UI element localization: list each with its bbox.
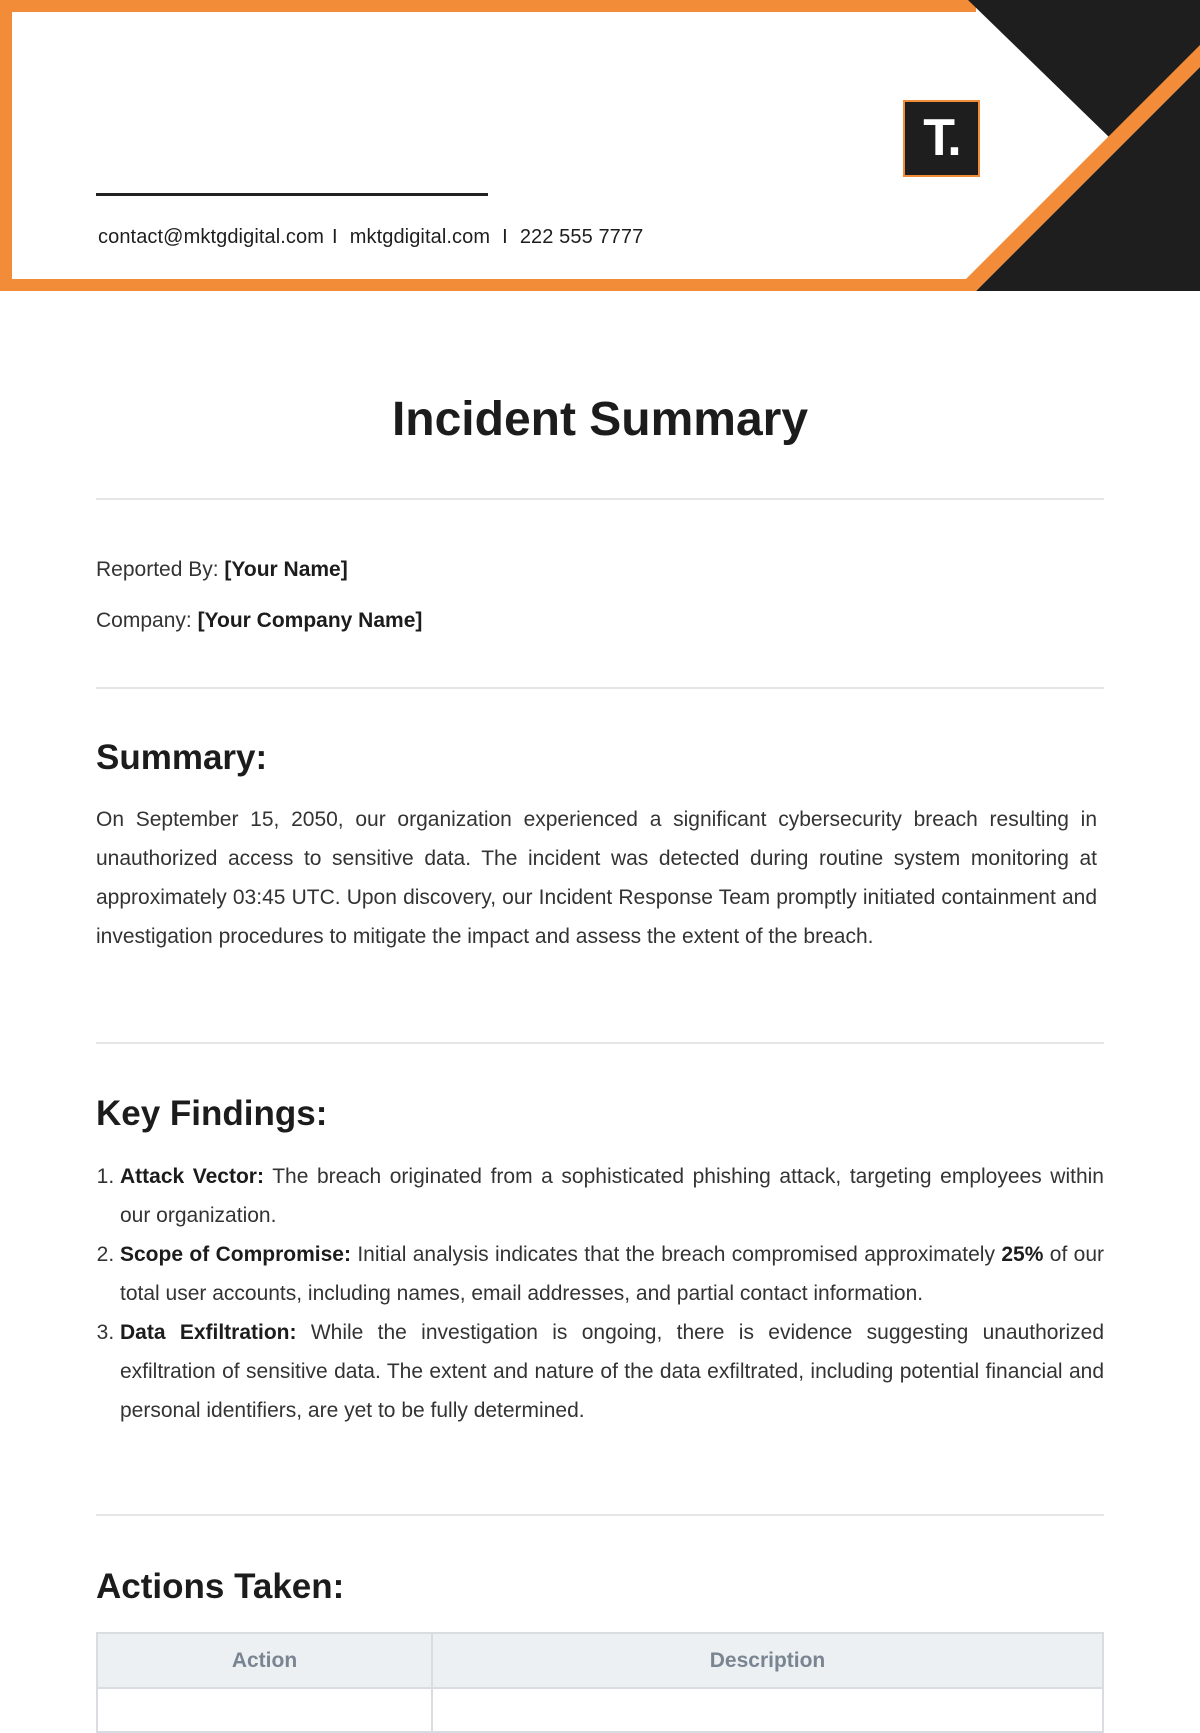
column-header-description: Description <box>432 1633 1103 1688</box>
company-value: [Your Company Name] <box>197 609 423 632</box>
divider <box>96 1514 1104 1516</box>
actions-table <box>96 1632 1104 1733</box>
table-cell <box>97 1688 432 1732</box>
header-underline <box>96 193 488 196</box>
finding-item <box>120 1235 1104 1313</box>
reported-by-label: Reported By: <box>96 558 219 581</box>
summary-heading: Summary: <box>96 738 268 777</box>
contact-separator: I <box>332 226 338 248</box>
finding-label: Data Exfiltration: <box>120 1321 297 1344</box>
key-findings-list <box>90 1157 1104 1430</box>
table-header-row <box>97 1633 1103 1688</box>
divider <box>96 687 1104 689</box>
page-title: Incident Summary <box>391 393 809 446</box>
company-line <box>96 609 422 633</box>
summary-paragraph: On September 15, 2050, our organization experienced a significant cybersecurity breach resulting in unauthorized access to sensitive data. The incident was detected during routine system monitoring at approximately 03:45 UTC. Upon discovery, our Incident Response Team promptly initiated containment and investigation procedures to mitigate the impact and assess the extent of the breach. <box>96 808 1097 948</box>
finding-text: Initial analysis indicates that the breach compromised approximately <box>357 1243 995 1266</box>
finding-item <box>120 1313 1104 1430</box>
finding-text: While the investigation is ongoing, there is evidence suggesting unauthorized exfiltration of sensitive data. The extent and nature of the data exfiltrated, including potential financial and personal identifiers, are yet to be fully determined. <box>120 1321 1104 1422</box>
letterhead <box>0 0 1200 291</box>
divider <box>96 498 1104 500</box>
contact-email[interactable]: contact@mktgdigital.com <box>98 226 325 248</box>
reported-by-line <box>96 558 348 582</box>
contact-phone: 222 555 7777 <box>519 226 644 248</box>
finding-text: of our total user accounts, including names, email addresses, and partial contact information. <box>120 1243 1105 1305</box>
table-row <box>97 1688 1103 1732</box>
company-label: Company: <box>96 609 192 632</box>
key-findings-heading: Key Findings: <box>96 1094 328 1133</box>
divider <box>96 1042 1104 1044</box>
actions-taken-heading: Actions Taken: <box>96 1567 345 1606</box>
finding-label: Scope of Compromise: <box>120 1243 351 1266</box>
finding-text: The breach originated from a sophisticated phishing attack, targeting employees within our organization. <box>120 1165 1104 1227</box>
finding-item <box>120 1157 1104 1235</box>
table-cell <box>432 1688 1103 1732</box>
reported-by-value: [Your Name] <box>224 558 348 581</box>
contact-website[interactable]: mktgdigital.com <box>349 226 491 248</box>
finding-highlight: 25% <box>1001 1243 1044 1266</box>
column-header-action: Action <box>97 1633 432 1688</box>
contact-line <box>98 226 643 249</box>
company-logo: T. <box>903 100 980 177</box>
contact-separator: I <box>502 226 508 248</box>
finding-label: Attack Vector: <box>120 1165 264 1188</box>
